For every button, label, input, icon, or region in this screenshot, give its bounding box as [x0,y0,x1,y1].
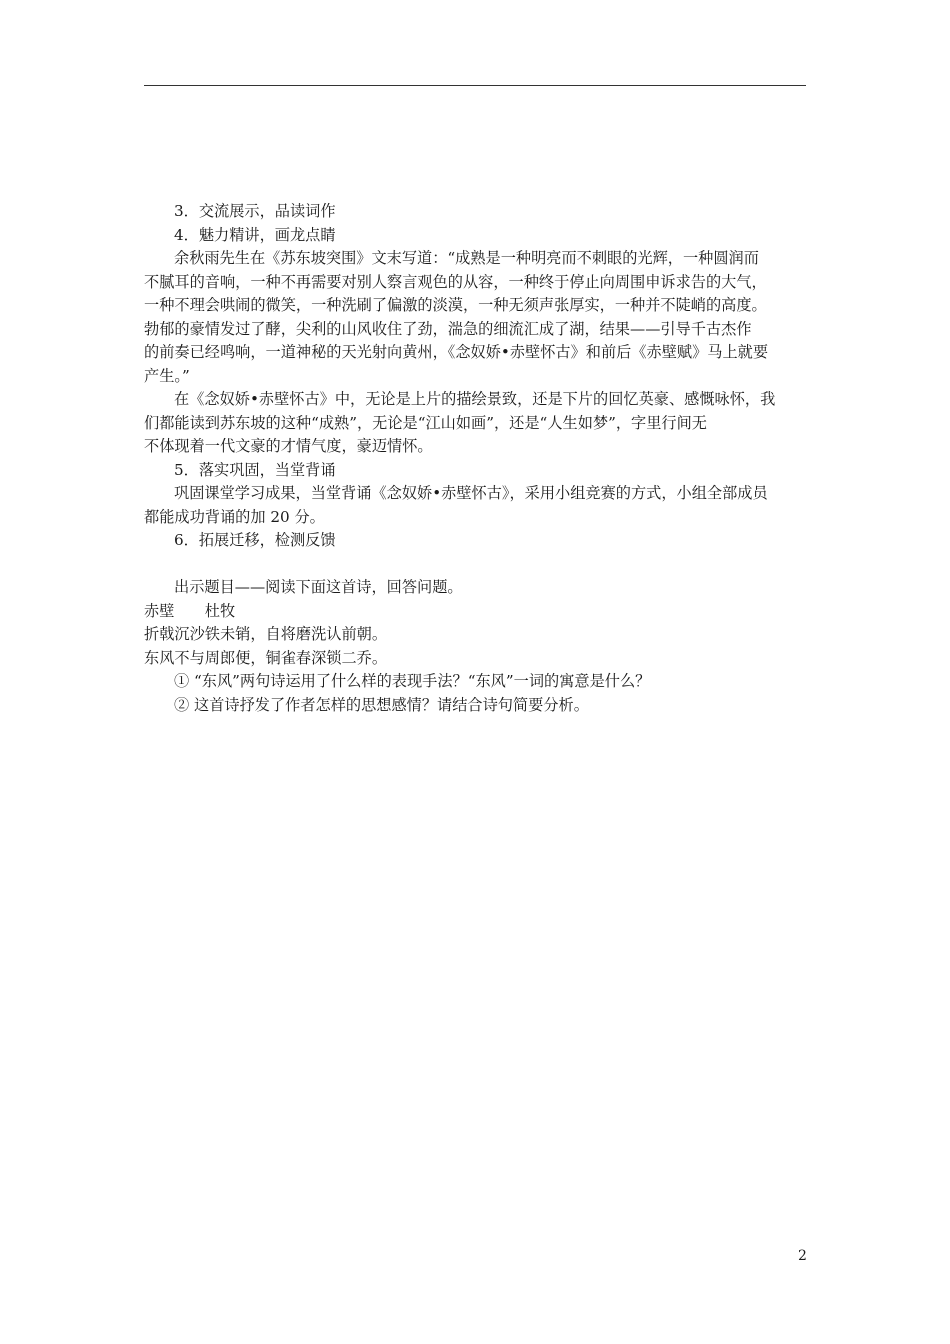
paragraph-line: 的前奏已经鸣响，一道神秘的天光射向黄州，《念奴娇•赤壁怀古》和前后《赤壁赋》马上就要 [144,343,769,361]
question-item: ② 这首诗抒发了作者怎样的思想感情？请结合诗句简要分析。 [174,695,589,714]
document-body [144,200,809,717]
paragraph-line: 勃郁的豪情发过了酵，尖利的山风收住了劲，湍急的细流汇成了湖，结果——引导千古杰作 [144,319,752,338]
paragraph-line: 余秋雨先生在《苏东坡突围》文末写道：“成熟是一种明亮而不刺眼的光辉，一种圆润而 [174,249,759,267]
paragraph-line: 不体现着一代文豪的才情气度，豪迈情怀。 [144,437,433,455]
exercise-prompt: 出示题目——阅读下面这首诗，回答问题。 [174,578,463,596]
section-3-heading: 3．交流展示，品读词作 [174,202,336,220]
blank-line [144,553,809,577]
poem-line: 东风不与周郎便，铜雀春深锁二乔。 [144,648,387,667]
header-rule [144,85,806,86]
page-number: 2 [798,1248,807,1264]
poem-block [144,600,809,671]
section-4-heading: 4．魅力精讲，画龙点睛 [174,225,336,244]
question-list [144,670,809,717]
poem-title: 赤壁 杜牧 [144,601,236,620]
paragraph-line: 都能成功背诵的加 20 分。 [144,507,325,526]
recitation-paragraph [144,482,809,529]
paragraph-line: 不腻耳的音响，一种不再需要对别人察言观色的从容，一种终于停止向周围申诉求告的大气， [144,272,767,291]
quote-paragraph [144,247,809,388]
section-5-heading: 5．落实巩固，当堂背诵 [174,460,336,479]
question-item: ① “东风”两句诗运用了什么样的表现手法？“东风”一词的寓意是什么？ [174,672,651,690]
paragraph-line: 巩固课堂学习成果，当堂背诵《念奴娇•赤壁怀古》，采用小组竞赛的方式，小组全部成员 [174,484,768,502]
paragraph-line: 在《念奴娇•赤壁怀古》中，无论是上片的描绘景致，还是下片的回忆英豪、感慨咏怀，我 [174,390,776,408]
paragraph-line: 们都能读到苏东坡的这种“成熟”，无论是“江山如画”，还是“人生如梦”，字里行间无 [144,413,707,432]
paragraph-line: 一种不理会哄闹的微笑，一种洗刷了偏激的淡漠，一种无须声张厚实，一种并不陡峭的高度。 [144,296,767,314]
poem-line: 折戟沉沙铁未销，自将磨洗认前朝。 [144,625,387,643]
section-6-heading: 6．拓展迁移，检测反馈 [174,531,336,549]
paragraph-line: 产生。” [144,366,190,385]
analysis-paragraph [144,388,809,459]
